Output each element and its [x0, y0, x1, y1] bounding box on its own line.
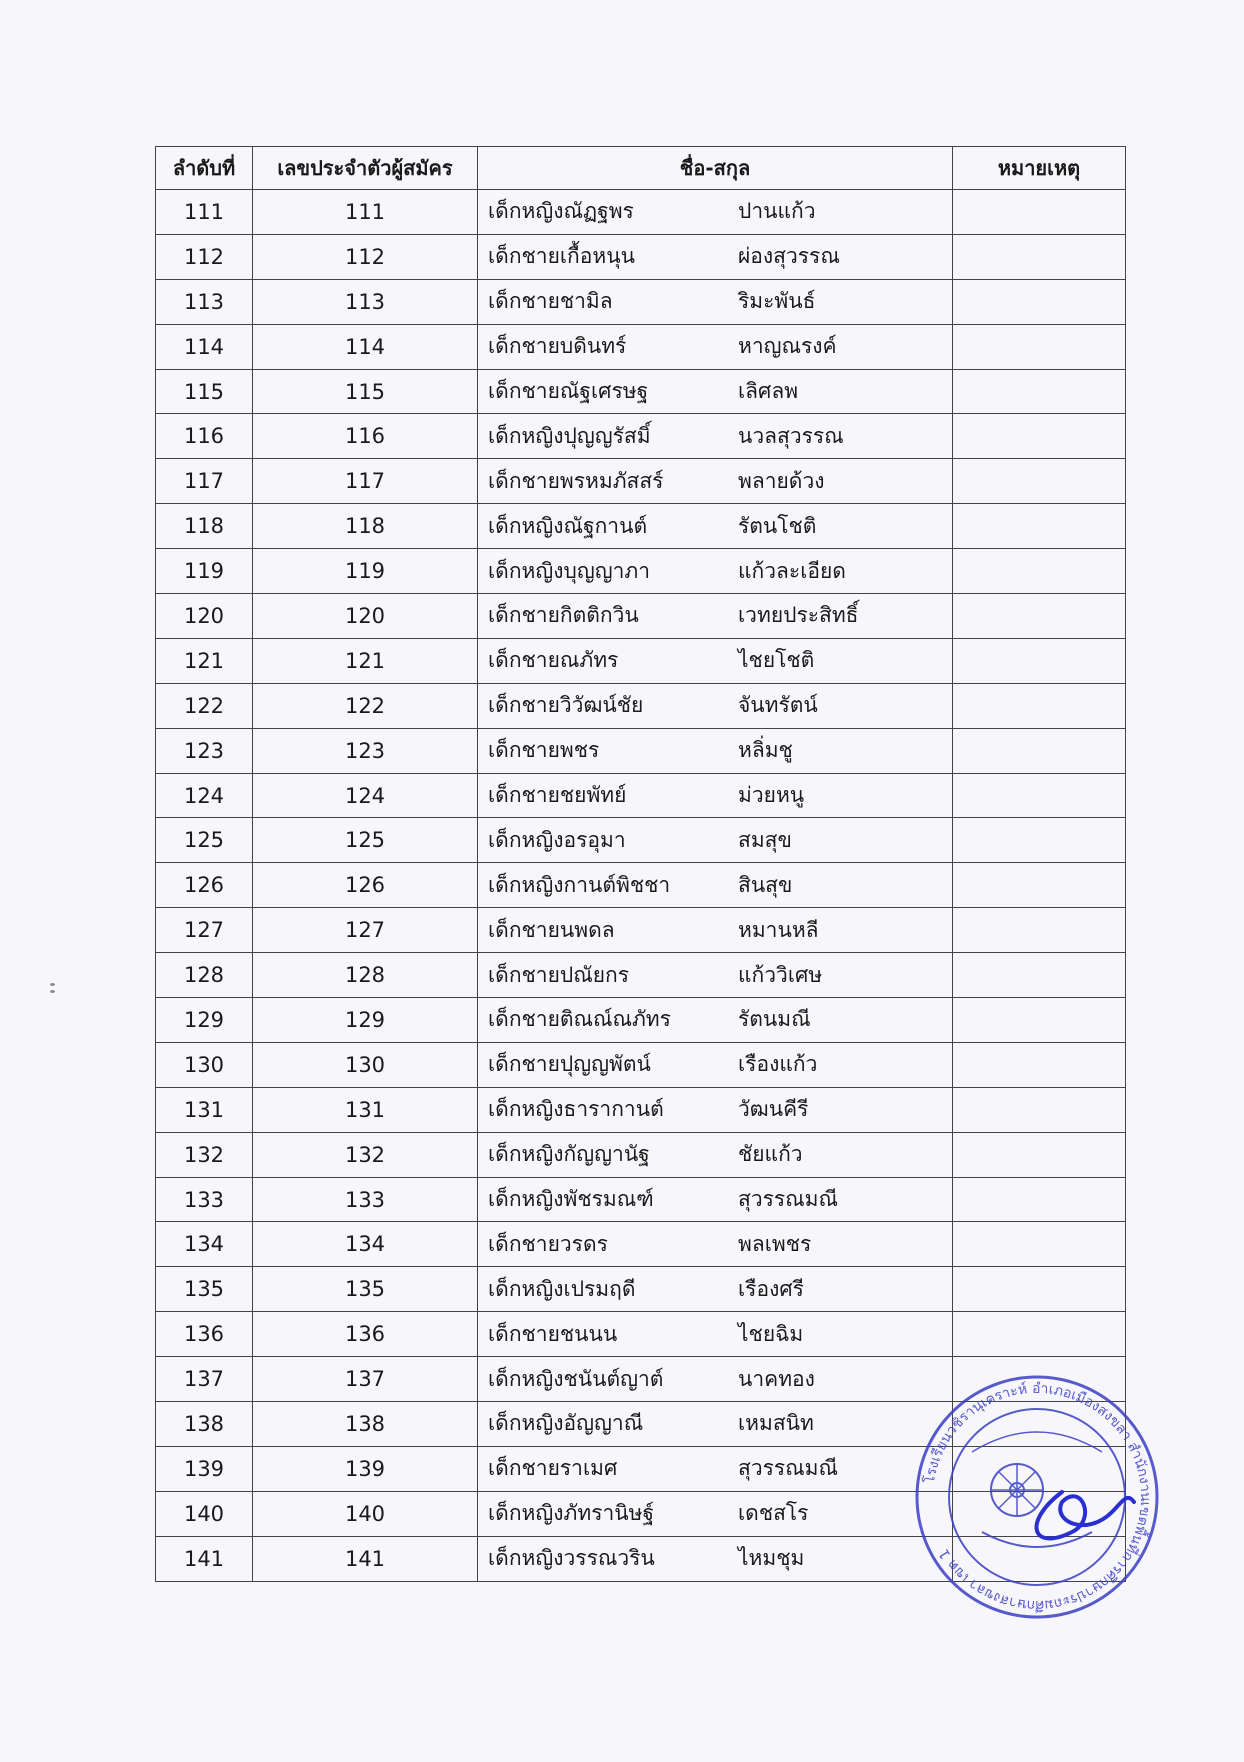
row-order: 127	[156, 908, 253, 953]
table-row	[156, 1132, 1126, 1177]
row-last-name: แก้ววิเศษ	[738, 962, 823, 987]
row-name	[478, 773, 953, 818]
row-remark	[953, 1177, 1126, 1222]
row-order: 138	[156, 1402, 253, 1447]
scan-speck	[50, 983, 55, 986]
row-first-name: เด็กหญิงอัญญาณี	[488, 1411, 644, 1436]
table-row	[156, 1267, 1126, 1312]
row-name	[478, 504, 953, 549]
row-name	[478, 728, 953, 773]
row-last-name: ชัยแก้ว	[738, 1142, 803, 1167]
row-applicant-id: 139	[253, 1446, 478, 1491]
table-row	[156, 818, 1126, 863]
row-remark	[953, 1087, 1126, 1132]
row-remark	[953, 324, 1126, 369]
row-applicant-id: 134	[253, 1222, 478, 1267]
row-last-name: นวลสุวรรณ	[738, 423, 844, 448]
row-name	[478, 1357, 953, 1402]
row-applicant-id: 121	[253, 638, 478, 683]
row-remark	[953, 234, 1126, 279]
row-applicant-id: 132	[253, 1132, 478, 1177]
row-remark	[953, 683, 1126, 728]
row-last-name: ไชยฉิม	[738, 1321, 804, 1346]
row-order: 124	[156, 773, 253, 818]
row-remark	[953, 818, 1126, 863]
row-applicant-id: 138	[253, 1402, 478, 1447]
row-last-name: ปานแก้ว	[738, 199, 816, 224]
row-name	[478, 908, 953, 953]
row-applicant-id: 126	[253, 863, 478, 908]
row-applicant-id: 141	[253, 1536, 478, 1581]
row-order: 111	[156, 190, 253, 235]
row-name	[478, 1402, 953, 1447]
row-first-name: เด็กชายกิตติกวิน	[488, 603, 639, 628]
row-applicant-id: 124	[253, 773, 478, 818]
seal-text: โรงเรียนวชิรานุเคราะห์ อำเภอเมืองสงขลา สำนักงานเขตพื้นที่การศึกษาประถมศึกษาสงขลา เขต 1	[921, 1380, 1154, 1614]
table-row	[156, 1042, 1126, 1087]
row-name	[478, 863, 953, 908]
row-remark	[953, 908, 1126, 953]
row-order: 120	[156, 594, 253, 639]
row-remark	[953, 504, 1126, 549]
scan-speck	[50, 990, 55, 993]
table-row	[156, 638, 1126, 683]
row-name	[478, 279, 953, 324]
table-row	[156, 324, 1126, 369]
row-first-name: เด็กชายพชร	[488, 738, 600, 763]
row-order: 129	[156, 998, 253, 1043]
row-remark	[953, 1042, 1126, 1087]
row-last-name: จันทรัตน์	[738, 693, 818, 718]
row-order: 132	[156, 1132, 253, 1177]
row-applicant-id: 133	[253, 1177, 478, 1222]
row-applicant-id: 118	[253, 504, 478, 549]
row-applicant-id: 140	[253, 1491, 478, 1536]
row-last-name: รัตนโชติ	[738, 513, 817, 538]
row-name	[478, 369, 953, 414]
row-order: 139	[156, 1446, 253, 1491]
header-name: ชื่อ-สกุล	[478, 147, 953, 190]
row-last-name: สุวรรณมณี	[738, 1456, 838, 1481]
row-name	[478, 1491, 953, 1536]
row-last-name: เลิศลพ	[738, 379, 799, 403]
row-order: 128	[156, 953, 253, 998]
row-applicant-id: 123	[253, 728, 478, 773]
row-first-name: เด็กชายชนนน	[488, 1321, 618, 1346]
row-last-name: ไชยโชติ	[738, 648, 815, 673]
row-order: 123	[156, 728, 253, 773]
row-first-name: เด็กหญิงชนันต์ญาต์	[488, 1366, 664, 1391]
table-row	[156, 414, 1126, 459]
row-last-name: เหมสนิท	[738, 1411, 814, 1436]
table-header	[156, 147, 1126, 190]
row-applicant-id: 130	[253, 1042, 478, 1087]
row-name	[478, 324, 953, 369]
row-name	[478, 1312, 953, 1357]
row-first-name: เด็กหญิงปุญญรัสมิ์	[488, 423, 651, 448]
row-applicant-id: 112	[253, 234, 478, 279]
table-row	[156, 1312, 1126, 1357]
row-applicant-id: 135	[253, 1267, 478, 1312]
row-remark	[953, 773, 1126, 818]
row-last-name: พลายด้วง	[738, 468, 825, 493]
table-row	[156, 190, 1126, 235]
table-row	[156, 773, 1126, 818]
row-remark	[953, 369, 1126, 414]
row-first-name: เด็กชายวิวัฒน์ชัย	[488, 693, 644, 718]
row-name	[478, 683, 953, 728]
row-name	[478, 1222, 953, 1267]
row-remark	[953, 728, 1126, 773]
table-row	[156, 234, 1126, 279]
row-last-name: พลเพชร	[738, 1231, 812, 1256]
row-last-name: สุวรรณมณี	[738, 1187, 838, 1212]
row-name	[478, 1177, 953, 1222]
row-first-name: เด็กหญิงวรรณวริน	[488, 1546, 655, 1571]
row-applicant-id: 122	[253, 683, 478, 728]
row-name	[478, 1267, 953, 1312]
row-applicant-id: 136	[253, 1312, 478, 1357]
row-name	[478, 549, 953, 594]
row-order: 131	[156, 1087, 253, 1132]
row-order: 117	[156, 459, 253, 504]
row-first-name: เด็กชายเกื้อหนุน	[488, 244, 635, 269]
row-first-name: เด็กหญิงภัทรานิษฐ์	[488, 1501, 655, 1526]
row-order: 121	[156, 638, 253, 683]
row-applicant-id: 116	[253, 414, 478, 459]
row-name	[478, 1132, 953, 1177]
row-first-name: เด็กชายณัฐเศรษฐ	[488, 379, 649, 403]
row-name	[478, 1446, 953, 1491]
row-last-name: เรืองแก้ว	[738, 1052, 818, 1077]
row-last-name: หาญณรงค์	[738, 334, 837, 359]
row-last-name: สินสุข	[738, 872, 793, 897]
row-first-name: เด็กชายติณณ์ณภัทร	[488, 1007, 671, 1032]
row-order: 122	[156, 683, 253, 728]
row-remark	[953, 1222, 1126, 1267]
row-order: 137	[156, 1357, 253, 1402]
row-last-name: ริมะพันธ์	[738, 289, 816, 314]
row-order: 141	[156, 1536, 253, 1581]
row-order: 118	[156, 504, 253, 549]
row-order: 113	[156, 279, 253, 324]
row-applicant-id: 120	[253, 594, 478, 639]
row-last-name: เรืองศรี	[738, 1276, 804, 1301]
row-applicant-id: 129	[253, 998, 478, 1043]
row-remark	[953, 549, 1126, 594]
row-applicant-id: 111	[253, 190, 478, 235]
table-row	[156, 908, 1126, 953]
row-name	[478, 818, 953, 863]
row-remark	[953, 279, 1126, 324]
row-applicant-id: 115	[253, 369, 478, 414]
row-order: 116	[156, 414, 253, 459]
table-row	[156, 279, 1126, 324]
signature	[1037, 1492, 1134, 1538]
row-first-name: เด็กหญิงณัฐกานต์	[488, 513, 648, 538]
table-row	[156, 683, 1126, 728]
table-row	[156, 549, 1126, 594]
row-first-name: เด็กชายชยพัทย์	[488, 783, 627, 808]
row-order: 130	[156, 1042, 253, 1087]
row-last-name: แก้วละเอียด	[738, 558, 846, 583]
row-remark	[953, 953, 1126, 998]
applicant-table	[155, 146, 1126, 1582]
official-seal-stamp	[912, 1372, 1162, 1622]
row-first-name: เด็กชายปุญญพัตน์	[488, 1052, 651, 1077]
row-last-name: ไหมชุม	[738, 1546, 805, 1571]
row-order: 135	[156, 1267, 253, 1312]
row-first-name: เด็กชายวรดร	[488, 1231, 608, 1256]
row-remark	[953, 414, 1126, 459]
row-name	[478, 190, 953, 235]
row-last-name: ม่วยหนู	[738, 783, 805, 808]
row-order: 136	[156, 1312, 253, 1357]
row-last-name: รัตนมณี	[738, 1007, 811, 1032]
row-order: 140	[156, 1491, 253, 1536]
row-order: 114	[156, 324, 253, 369]
table-row	[156, 459, 1126, 504]
row-remark	[953, 190, 1126, 235]
table-row	[156, 594, 1126, 639]
row-first-name: เด็กหญิงกัญญานัฐ	[488, 1142, 650, 1167]
row-applicant-id: 137	[253, 1357, 478, 1402]
row-last-name: หมานหลี	[738, 917, 819, 942]
row-applicant-id: 127	[253, 908, 478, 953]
row-order: 134	[156, 1222, 253, 1267]
row-remark	[953, 998, 1126, 1043]
row-last-name: วัฒนคีรี	[738, 1097, 809, 1122]
table-row	[156, 504, 1126, 549]
row-order: 133	[156, 1177, 253, 1222]
row-last-name: เวทยประสิทธิ์	[738, 603, 859, 628]
header-remark: หมายเหตุ	[953, 147, 1126, 190]
row-first-name: เด็กหญิงพัชรมณฑ์	[488, 1187, 654, 1212]
table-row	[156, 1177, 1126, 1222]
row-last-name: นาคทอง	[738, 1366, 815, 1391]
row-remark	[953, 1267, 1126, 1312]
row-first-name: เด็กหญิงกานต์พิชชา	[488, 872, 671, 897]
table-row	[156, 863, 1126, 908]
row-name	[478, 1536, 953, 1581]
row-first-name: เด็กหญิงบุญญาภา	[488, 558, 651, 583]
row-first-name: เด็กชายชามิล	[488, 289, 613, 314]
table-row	[156, 953, 1126, 998]
row-name	[478, 998, 953, 1043]
row-name	[478, 1087, 953, 1132]
row-remark	[953, 1312, 1126, 1357]
table-row	[156, 998, 1126, 1043]
svg-text:โรงเรียนวชิรานุเคราะห์ อำเภอเม	[921, 1380, 1153, 1613]
row-applicant-id: 125	[253, 818, 478, 863]
table-row	[156, 1222, 1126, 1267]
row-remark	[953, 1132, 1126, 1177]
row-order: 115	[156, 369, 253, 414]
row-name	[478, 459, 953, 504]
row-last-name: เดชสโร	[738, 1501, 809, 1526]
row-applicant-id: 128	[253, 953, 478, 998]
table-row	[156, 369, 1126, 414]
row-applicant-id: 131	[253, 1087, 478, 1132]
row-name	[478, 1042, 953, 1087]
row-order: 125	[156, 818, 253, 863]
row-first-name: เด็กหญิงณัฏฐพร	[488, 199, 634, 224]
row-first-name: เด็กชายบดินทร์	[488, 334, 627, 359]
row-applicant-id: 114	[253, 324, 478, 369]
row-last-name: หลิ่มชู	[738, 738, 793, 763]
row-order: 112	[156, 234, 253, 279]
row-first-name: เด็กหญิงธารากานต์	[488, 1097, 664, 1122]
header-applicant-id: เลขประจำตัวผู้สมัคร	[253, 147, 478, 190]
row-remark	[953, 594, 1126, 639]
row-remark	[953, 638, 1126, 683]
row-remark	[953, 459, 1126, 504]
row-first-name: เด็กชายราเมศ	[488, 1456, 618, 1481]
row-applicant-id: 117	[253, 459, 478, 504]
row-name	[478, 594, 953, 639]
row-name	[478, 234, 953, 279]
row-last-name: ผ่องสุวรรณ	[738, 244, 840, 269]
table-row	[156, 728, 1126, 773]
row-first-name: เด็กชายพรหมภัสสร์	[488, 468, 664, 493]
row-order: 119	[156, 549, 253, 594]
row-applicant-id: 119	[253, 549, 478, 594]
table-row	[156, 1087, 1126, 1132]
row-first-name: เด็กชายณภัทร	[488, 648, 619, 673]
header-order: ลำดับที่	[156, 147, 253, 190]
row-first-name: เด็กชายนพดล	[488, 917, 615, 942]
row-last-name: สมสุข	[738, 827, 792, 852]
row-first-name: เด็กชายปณัยกร	[488, 962, 629, 987]
row-first-name: เด็กหญิงเปรมฤดี	[488, 1276, 636, 1301]
row-name	[478, 953, 953, 998]
row-remark	[953, 863, 1126, 908]
row-applicant-id: 113	[253, 279, 478, 324]
row-first-name: เด็กหญิงอรอุมา	[488, 827, 626, 852]
row-order: 126	[156, 863, 253, 908]
row-name	[478, 638, 953, 683]
row-name	[478, 414, 953, 459]
